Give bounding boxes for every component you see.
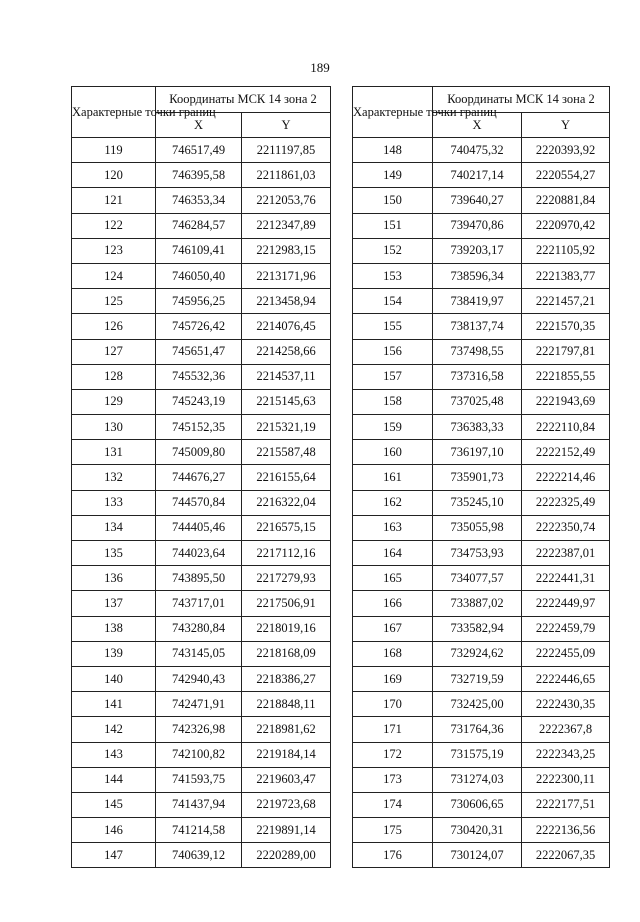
x-coordinate-cell: 738419,97 [433, 289, 522, 314]
point-number-cell: 137 [72, 591, 156, 616]
table-row [72, 843, 331, 868]
table-row [353, 213, 610, 238]
y-coordinate-cell: 2222455,09 [522, 641, 610, 666]
x-coordinate-cell: 735245,10 [433, 490, 522, 515]
point-number-cell: 166 [353, 591, 433, 616]
point-number-cell: 144 [72, 767, 156, 792]
point-number-cell: 150 [353, 188, 433, 213]
point-number-cell: 146 [72, 818, 156, 843]
point-number-cell: 163 [353, 515, 433, 540]
point-number-cell: 124 [72, 263, 156, 288]
table-row [353, 490, 610, 515]
point-number-cell: 175 [353, 818, 433, 843]
point-number-cell: 154 [353, 289, 433, 314]
y-coordinate-cell: 2218981,62 [242, 717, 331, 742]
table-row [353, 541, 610, 566]
y-coordinate-cell: 2220554,27 [522, 163, 610, 188]
table-row [353, 767, 610, 792]
x-coordinate-cell: 737316,58 [433, 364, 522, 389]
coords-header: Координаты МСК 14 зона 2 [156, 87, 331, 113]
x-coordinate-cell: 744405,46 [156, 515, 242, 540]
table-row [72, 289, 331, 314]
point-number-cell: 159 [353, 415, 433, 440]
x-coordinate-cell: 745532,36 [156, 364, 242, 389]
y-coordinate-cell: 2221855,55 [522, 364, 610, 389]
table-row [353, 616, 610, 641]
x-coordinate-cell: 739640,27 [433, 188, 522, 213]
y-coordinate-cell: 2219723,68 [242, 792, 331, 817]
point-number-cell: 140 [72, 666, 156, 691]
table-row [72, 263, 331, 288]
table-row [72, 717, 331, 742]
x-coordinate-cell: 746284,57 [156, 213, 242, 238]
x-coordinate-cell: 737498,55 [433, 339, 522, 364]
x-coordinate-cell: 742940,43 [156, 666, 242, 691]
coordinates-table-right [352, 86, 610, 868]
table-row [353, 666, 610, 691]
point-number-cell: 119 [72, 138, 156, 163]
point-number-cell: 169 [353, 666, 433, 691]
table-row [353, 289, 610, 314]
point-number-cell: 145 [72, 792, 156, 817]
y-coordinate-cell: 2221943,69 [522, 389, 610, 414]
table-row [72, 364, 331, 389]
table-row [72, 515, 331, 540]
table-row [72, 566, 331, 591]
point-number-cell: 127 [72, 339, 156, 364]
y-coordinate-cell: 2218386,27 [242, 666, 331, 691]
x-coordinate-cell: 736197,10 [433, 440, 522, 465]
y-coordinate-cell: 2218019,16 [242, 616, 331, 641]
x-coordinate-cell: 731274,03 [433, 767, 522, 792]
y-coordinate-cell: 2217506,91 [242, 591, 331, 616]
y-coordinate-cell: 2222449,97 [522, 591, 610, 616]
point-number-cell: 133 [72, 490, 156, 515]
y-coordinate-cell: 2216322,04 [242, 490, 331, 515]
table-row [72, 238, 331, 263]
y-coordinate-cell: 2222110,84 [522, 415, 610, 440]
point-number-cell: 176 [353, 843, 433, 868]
x-coordinate-cell: 735055,98 [433, 515, 522, 540]
points-header: Характерные точки границ [72, 87, 156, 138]
table-row [353, 843, 610, 868]
y-coordinate-cell: 2222343,25 [522, 742, 610, 767]
point-number-cell: 125 [72, 289, 156, 314]
x-coordinate-cell: 737025,48 [433, 389, 522, 414]
y-coordinate-cell: 2219891,14 [242, 818, 331, 843]
table-row [353, 364, 610, 389]
x-coordinate-cell: 734077,57 [433, 566, 522, 591]
y-coordinate-cell: 2213171,96 [242, 263, 331, 288]
point-number-cell: 129 [72, 389, 156, 414]
point-number-cell: 174 [353, 792, 433, 817]
x-coordinate-cell: 730124,07 [433, 843, 522, 868]
point-number-cell: 161 [353, 465, 433, 490]
x-coordinate-cell: 731764,36 [433, 717, 522, 742]
x-coordinate-cell: 743145,05 [156, 641, 242, 666]
y-coordinate-cell: 2218848,11 [242, 692, 331, 717]
x-coordinate-cell: 731575,19 [433, 742, 522, 767]
y-coordinate-cell: 2221383,77 [522, 263, 610, 288]
y-coordinate-cell: 2217279,93 [242, 566, 331, 591]
point-number-cell: 148 [353, 138, 433, 163]
x-coordinate-cell: 732924,62 [433, 641, 522, 666]
table-row [72, 541, 331, 566]
y-coordinate-cell: 2222067,35 [522, 843, 610, 868]
x-coordinate-cell: 745009,80 [156, 440, 242, 465]
table-row [353, 717, 610, 742]
x-coordinate-cell: 735901,73 [433, 465, 522, 490]
table-row [72, 213, 331, 238]
x-coordinate-cell: 744676,27 [156, 465, 242, 490]
x-coordinate-cell: 736383,33 [433, 415, 522, 440]
x-coordinate-cell: 740639,12 [156, 843, 242, 868]
table-row [353, 440, 610, 465]
table-row [72, 767, 331, 792]
table-row [353, 415, 610, 440]
point-number-cell: 149 [353, 163, 433, 188]
table-row [72, 138, 331, 163]
point-number-cell: 130 [72, 415, 156, 440]
x-coordinate-cell: 740217,14 [433, 163, 522, 188]
point-number-cell: 153 [353, 263, 433, 288]
table-row [72, 415, 331, 440]
y-coordinate-cell: 2222459,79 [522, 616, 610, 641]
point-number-cell: 132 [72, 465, 156, 490]
y-coordinate-cell: 2222152,49 [522, 440, 610, 465]
x-coordinate-cell: 741214,58 [156, 818, 242, 843]
table-row [353, 792, 610, 817]
x-coordinate-cell: 732719,59 [433, 666, 522, 691]
point-number-cell: 134 [72, 515, 156, 540]
point-number-cell: 165 [353, 566, 433, 591]
x-coordinate-cell: 745243,19 [156, 389, 242, 414]
y-coordinate-cell: 2222177,51 [522, 792, 610, 817]
y-coordinate-cell: 2222367,8 [522, 717, 610, 742]
x-coordinate-cell: 746050,40 [156, 263, 242, 288]
point-number-cell: 158 [353, 389, 433, 414]
x-coordinate-cell: 730606,65 [433, 792, 522, 817]
y-coordinate-cell: 2212983,15 [242, 238, 331, 263]
coordinates-table-left [71, 86, 331, 868]
point-number-cell: 147 [72, 843, 156, 868]
point-number-cell: 138 [72, 616, 156, 641]
point-number-cell: 173 [353, 767, 433, 792]
point-number-cell: 168 [353, 641, 433, 666]
coords-header: Координаты МСК 14 зона 2 [433, 87, 610, 113]
x-coordinate-cell: 743280,84 [156, 616, 242, 641]
y-coordinate-cell: 2220289,00 [242, 843, 331, 868]
table-row [353, 566, 610, 591]
y-coordinate-cell: 2218168,09 [242, 641, 331, 666]
table-row [353, 641, 610, 666]
x-coordinate-cell: 741437,94 [156, 792, 242, 817]
table-row [353, 591, 610, 616]
x-header: X [433, 113, 522, 138]
page-number: 189 [310, 60, 330, 75]
y-header: Y [242, 113, 331, 138]
y-header: Y [522, 113, 610, 138]
x-coordinate-cell: 746109,41 [156, 238, 242, 263]
point-number-cell: 139 [72, 641, 156, 666]
table-body-right [353, 138, 610, 868]
table-body-left [72, 138, 331, 868]
point-number-cell: 167 [353, 616, 433, 641]
x-coordinate-cell: 746353,34 [156, 188, 242, 213]
table-row [353, 238, 610, 263]
x-coordinate-cell: 733582,94 [433, 616, 522, 641]
table-row [72, 440, 331, 465]
x-coordinate-cell: 741593,75 [156, 767, 242, 792]
point-number-cell: 122 [72, 213, 156, 238]
point-number-cell: 171 [353, 717, 433, 742]
y-coordinate-cell: 2214537,11 [242, 364, 331, 389]
x-coordinate-cell: 733887,02 [433, 591, 522, 616]
table-row [72, 465, 331, 490]
point-number-cell: 136 [72, 566, 156, 591]
x-coordinate-cell: 744570,84 [156, 490, 242, 515]
point-number-cell: 123 [72, 238, 156, 263]
table-row [72, 742, 331, 767]
y-coordinate-cell: 2222441,31 [522, 566, 610, 591]
table-row [72, 339, 331, 364]
point-number-cell: 143 [72, 742, 156, 767]
y-coordinate-cell: 2222430,35 [522, 692, 610, 717]
y-coordinate-cell: 2222350,74 [522, 515, 610, 540]
y-coordinate-cell: 2221797,81 [522, 339, 610, 364]
point-number-cell: 126 [72, 314, 156, 339]
y-coordinate-cell: 2222325,49 [522, 490, 610, 515]
point-number-cell: 160 [353, 440, 433, 465]
y-coordinate-cell: 2215587,48 [242, 440, 331, 465]
table-row [353, 314, 610, 339]
table-row [353, 465, 610, 490]
table-row [72, 692, 331, 717]
y-coordinate-cell: 2222214,46 [522, 465, 610, 490]
x-coordinate-cell: 742471,91 [156, 692, 242, 717]
table-row [72, 389, 331, 414]
y-coordinate-cell: 2212053,76 [242, 188, 331, 213]
y-coordinate-cell: 2214076,45 [242, 314, 331, 339]
y-coordinate-cell: 2216575,15 [242, 515, 331, 540]
y-coordinate-cell: 2217112,16 [242, 541, 331, 566]
x-header: X [156, 113, 242, 138]
table-row [72, 188, 331, 213]
table-row [72, 490, 331, 515]
x-coordinate-cell: 745651,47 [156, 339, 242, 364]
table-row [72, 818, 331, 843]
table-row [353, 188, 610, 213]
point-number-cell: 172 [353, 742, 433, 767]
y-coordinate-cell: 2213458,94 [242, 289, 331, 314]
x-coordinate-cell: 734753,93 [433, 541, 522, 566]
y-coordinate-cell: 2221570,35 [522, 314, 610, 339]
x-coordinate-cell: 742326,98 [156, 717, 242, 742]
x-coordinate-cell: 738137,74 [433, 314, 522, 339]
x-coordinate-cell: 739470,86 [433, 213, 522, 238]
y-coordinate-cell: 2211197,85 [242, 138, 331, 163]
y-coordinate-cell: 2222300,11 [522, 767, 610, 792]
x-coordinate-cell: 740475,32 [433, 138, 522, 163]
y-coordinate-cell: 2222387,01 [522, 541, 610, 566]
point-number-cell: 135 [72, 541, 156, 566]
x-coordinate-cell: 732425,00 [433, 692, 522, 717]
y-coordinate-cell: 2220881,84 [522, 188, 610, 213]
table-row [72, 616, 331, 641]
y-coordinate-cell: 2215321,19 [242, 415, 331, 440]
point-number-cell: 162 [353, 490, 433, 515]
points-header: Характерные точки границ [353, 87, 433, 138]
x-coordinate-cell: 746517,49 [156, 138, 242, 163]
point-number-cell: 128 [72, 364, 156, 389]
point-number-cell: 121 [72, 188, 156, 213]
table-row [353, 515, 610, 540]
y-coordinate-cell: 2222136,56 [522, 818, 610, 843]
x-coordinate-cell: 745152,35 [156, 415, 242, 440]
point-number-cell: 120 [72, 163, 156, 188]
table-row [72, 591, 331, 616]
y-coordinate-cell: 2221457,21 [522, 289, 610, 314]
table-row [72, 641, 331, 666]
table-row [72, 163, 331, 188]
y-coordinate-cell: 2220393,92 [522, 138, 610, 163]
table-row [353, 742, 610, 767]
x-coordinate-cell: 730420,31 [433, 818, 522, 843]
table-row [353, 692, 610, 717]
point-number-cell: 164 [353, 541, 433, 566]
y-coordinate-cell: 2214258,66 [242, 339, 331, 364]
point-number-cell: 156 [353, 339, 433, 364]
y-coordinate-cell: 2221105,92 [522, 238, 610, 263]
table-row [72, 666, 331, 691]
point-number-cell: 131 [72, 440, 156, 465]
x-coordinate-cell: 745726,42 [156, 314, 242, 339]
x-coordinate-cell: 744023,64 [156, 541, 242, 566]
point-number-cell: 152 [353, 238, 433, 263]
table-row [353, 163, 610, 188]
table-row [353, 389, 610, 414]
table-row [353, 138, 610, 163]
table-row [353, 339, 610, 364]
x-coordinate-cell: 742100,82 [156, 742, 242, 767]
point-number-cell: 170 [353, 692, 433, 717]
y-coordinate-cell: 2222446,65 [522, 666, 610, 691]
point-number-cell: 157 [353, 364, 433, 389]
y-coordinate-cell: 2219184,14 [242, 742, 331, 767]
x-coordinate-cell: 746395,58 [156, 163, 242, 188]
point-number-cell: 142 [72, 717, 156, 742]
x-coordinate-cell: 745956,25 [156, 289, 242, 314]
y-coordinate-cell: 2216155,64 [242, 465, 331, 490]
point-number-cell: 151 [353, 213, 433, 238]
x-coordinate-cell: 739203,17 [433, 238, 522, 263]
table-row [72, 792, 331, 817]
x-coordinate-cell: 738596,34 [433, 263, 522, 288]
y-coordinate-cell: 2212347,89 [242, 213, 331, 238]
y-coordinate-cell: 2219603,47 [242, 767, 331, 792]
table-row [353, 818, 610, 843]
x-coordinate-cell: 743717,01 [156, 591, 242, 616]
table-row [72, 314, 331, 339]
y-coordinate-cell: 2211861,03 [242, 163, 331, 188]
x-coordinate-cell: 743895,50 [156, 566, 242, 591]
table-row [353, 263, 610, 288]
y-coordinate-cell: 2215145,63 [242, 389, 331, 414]
y-coordinate-cell: 2220970,42 [522, 213, 610, 238]
point-number-cell: 141 [72, 692, 156, 717]
point-number-cell: 155 [353, 314, 433, 339]
